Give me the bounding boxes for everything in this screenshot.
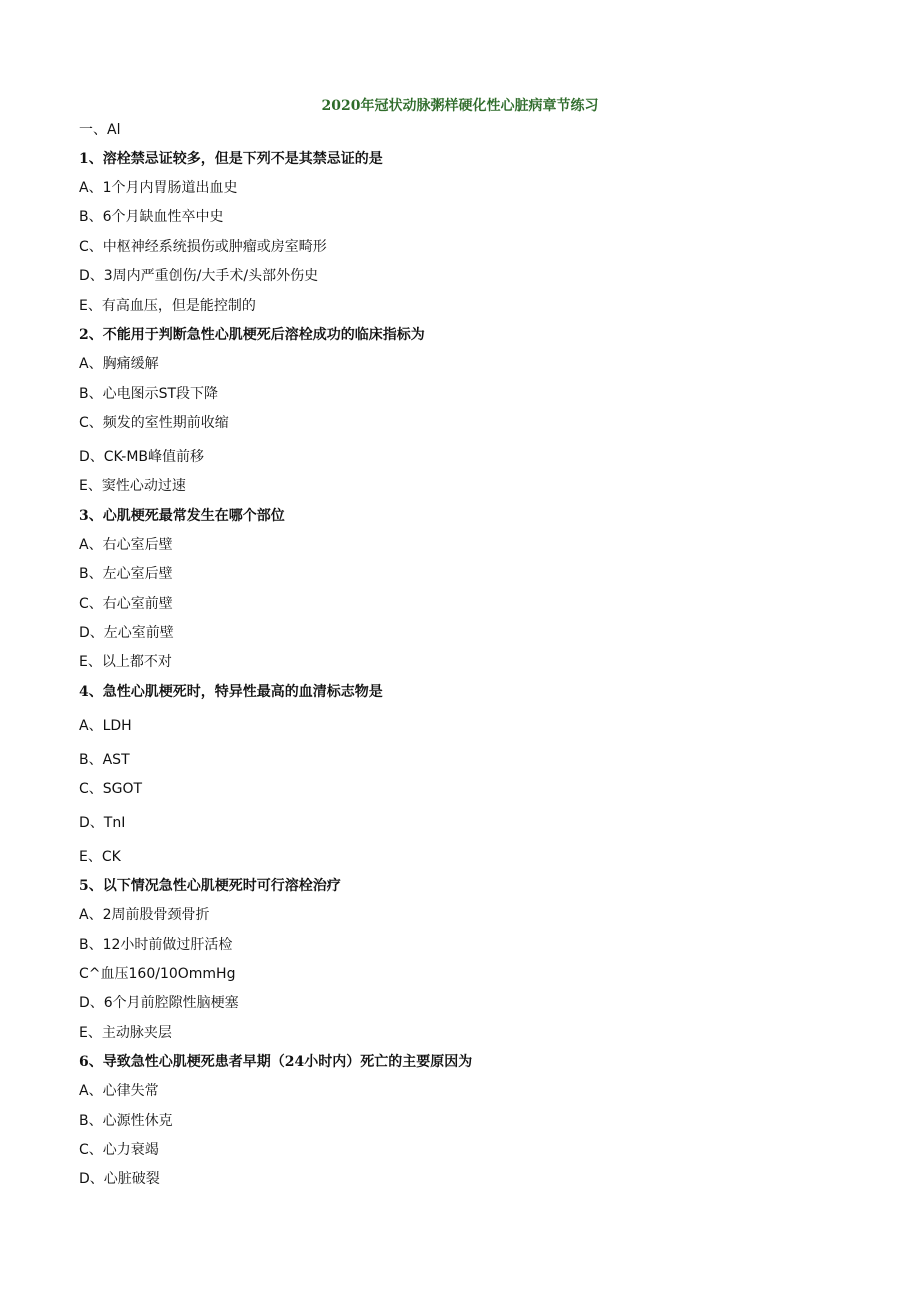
answer-option: E、窦性心动过速	[79, 478, 186, 494]
answer-option: D、6个月前腔隙性脑梗塞	[79, 995, 239, 1011]
answer-option: C、中枢神经系统损伤或肿瘤或房室畸形	[79, 239, 327, 255]
answer-option: A、1个月内胃肠道出血史	[79, 180, 238, 196]
answer-option: E、以上都不对	[79, 654, 172, 670]
answer-option: A、LDH	[79, 718, 132, 734]
question-stem: 2、不能用于判断急性心肌梗死后溶栓成功的临床指标为	[79, 327, 425, 343]
answer-option: B、心电图示ST段下降	[79, 386, 219, 402]
question-stem: 5、以下情况急性心肌梗死时可行溶栓治疗	[79, 878, 341, 894]
answer-option: E、主动脉夹层	[79, 1025, 172, 1041]
answer-option: A、胸痛缓解	[79, 356, 159, 372]
answer-option: E、有高血压，但是能控制的	[79, 298, 256, 314]
question-stem: 6、导致急性心肌梗死患者早期（24小时内）死亡的主要原因为	[79, 1054, 473, 1070]
answer-option: D、TnI	[79, 815, 126, 831]
answer-option: A、心律失常	[79, 1083, 159, 1099]
section-heading: 一、Al	[79, 122, 121, 138]
answer-option: B、左心室后壁	[79, 566, 173, 582]
answer-option: C、心力衰竭	[79, 1142, 159, 1158]
answer-option: D、心脏破裂	[79, 1171, 160, 1187]
answer-option: B、6个月缺血性卒中史	[79, 209, 224, 225]
answer-option: C^血压160/10OmmHg	[79, 966, 236, 982]
document-title: 2020年冠状动脉粥样硬化性心脏病章节练习	[321, 98, 599, 114]
answer-option: D、CK-MB峰值前移	[79, 449, 205, 465]
answer-option: C、频发的室性期前收缩	[79, 415, 229, 431]
answer-option: C、SGOT	[79, 781, 143, 797]
answer-option: B、AST	[79, 752, 130, 768]
answer-option: B、心源性休克	[79, 1113, 173, 1129]
answer-option: E、CK	[79, 849, 121, 865]
answer-option: C、右心室前壁	[79, 596, 173, 612]
answer-option: D、左心室前壁	[79, 625, 174, 641]
question-stem: 4、急性心肌梗死时，特异性最高的血清标志物是	[79, 684, 383, 700]
question-stem: 3、心肌梗死最常发生在哪个部位	[79, 508, 285, 524]
answer-option: B、12小时前做过肝活检	[79, 937, 233, 953]
answer-option: A、2周前股骨颈骨折	[79, 907, 210, 923]
question-stem: 1、溶栓禁忌证较多，但是下列不是其禁忌证的是	[79, 151, 383, 167]
answer-option: A、右心室后壁	[79, 537, 173, 553]
answer-option: D、3周内严重创伤/大手术/头部外伤史	[79, 268, 319, 284]
